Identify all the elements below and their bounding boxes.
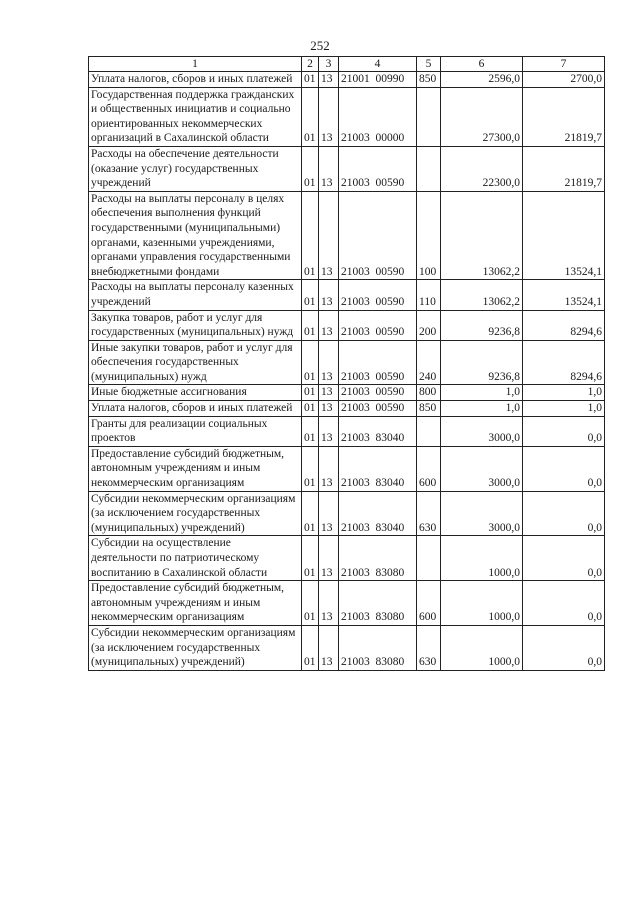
cell-expense-type: 800: [417, 385, 441, 401]
cell-amount-col7: 0,0: [523, 625, 605, 670]
cell-subsection: 13: [319, 416, 339, 446]
cell-subsection: 13: [319, 536, 339, 581]
cell-amount-col6: 13062,2: [441, 191, 523, 280]
cell-amount-col6: 1000,0: [441, 625, 523, 670]
cell-section: 01: [302, 146, 319, 191]
cell-amount-col7: 13524,1: [523, 191, 605, 280]
table-row: [89, 72, 605, 88]
cell-section: 01: [302, 446, 319, 491]
table-row: [89, 536, 605, 581]
cell-name: Предоставление субсидий бюджетным, автономным учреждениям и иным некоммерческим организациям: [89, 581, 302, 626]
budget-table: [88, 56, 605, 671]
cell-section: 01: [302, 581, 319, 626]
cell-name: Государственная поддержка гражданских и общественных инициатив и социально ориентированных некоммерческих организаций в Сахалинской области: [89, 87, 302, 146]
cell-target-article: 21001 00990: [339, 72, 417, 88]
cell-expense-type: 100: [417, 191, 441, 280]
header-row: [89, 57, 605, 72]
cell-name: Иные бюджетные ассигнования: [89, 385, 302, 401]
cell-name: Уплата налогов, сборов и иных платежей: [89, 72, 302, 88]
header-col-7: 7: [523, 57, 605, 72]
cell-expense-type: 600: [417, 581, 441, 626]
cell-name: Закупка товаров, работ и услуг для государственных (муниципальных) нужд: [89, 310, 302, 340]
cell-target-article: 21003 00590: [339, 191, 417, 280]
cell-subsection: 13: [319, 191, 339, 280]
cell-expense-type: 630: [417, 491, 441, 536]
cell-expense-type: 850: [417, 72, 441, 88]
header-col-3: 3: [319, 57, 339, 72]
cell-target-article: 21003 00590: [339, 310, 417, 340]
cell-amount-col6: 9236,8: [441, 340, 523, 385]
cell-subsection: 13: [319, 401, 339, 417]
cell-name: Субсидии на осуществление деятельности по патриотическому воспитанию в Сахалинской области: [89, 536, 302, 581]
cell-amount-col7: 0,0: [523, 491, 605, 536]
cell-target-article: 21003 83040: [339, 446, 417, 491]
cell-expense-type: 850: [417, 401, 441, 417]
cell-expense-type: 240: [417, 340, 441, 385]
cell-amount-col6: 9236,8: [441, 310, 523, 340]
table-row: [89, 146, 605, 191]
cell-name: Расходы на обеспечение деятельности (оказание услуг) государственных учреждений: [89, 146, 302, 191]
cell-section: 01: [302, 280, 319, 310]
cell-target-article: 21003 83080: [339, 581, 417, 626]
cell-subsection: 13: [319, 385, 339, 401]
cell-target-article: 21003 83080: [339, 536, 417, 581]
page-number: 252: [310, 38, 330, 53]
cell-amount-col6: 2596,0: [441, 72, 523, 88]
cell-amount-col7: 0,0: [523, 536, 605, 581]
cell-expense-type: [417, 146, 441, 191]
cell-name: Гранты для реализации социальных проектов: [89, 416, 302, 446]
cell-subsection: 13: [319, 280, 339, 310]
cell-expense-type: 200: [417, 310, 441, 340]
cell-amount-col7: 1,0: [523, 385, 605, 401]
cell-section: 01: [302, 385, 319, 401]
cell-amount-col6: 1000,0: [441, 536, 523, 581]
cell-amount-col6: 3000,0: [441, 446, 523, 491]
table-row: [89, 191, 605, 280]
cell-section: 01: [302, 401, 319, 417]
cell-target-article: 21003 83040: [339, 416, 417, 446]
cell-section: 01: [302, 72, 319, 88]
table-body: [89, 72, 605, 671]
cell-name: Расходы на выплаты персоналу казенных учреждений: [89, 280, 302, 310]
header-col-2: 2: [302, 57, 319, 72]
table-row: [89, 446, 605, 491]
cell-name: Иные закупки товаров, работ и услуг для обеспечения государственных (муниципальных) нужд: [89, 340, 302, 385]
cell-expense-type: [417, 536, 441, 581]
cell-target-article: 21003 83080: [339, 625, 417, 670]
cell-expense-type: 630: [417, 625, 441, 670]
header-col-5: 5: [417, 57, 441, 72]
cell-subsection: 13: [319, 340, 339, 385]
cell-amount-col6: 3000,0: [441, 416, 523, 446]
cell-amount-col7: 2700,0: [523, 72, 605, 88]
cell-subsection: 13: [319, 625, 339, 670]
cell-amount-col7: 21819,7: [523, 146, 605, 191]
cell-target-article: 21003 00590: [339, 146, 417, 191]
cell-section: 01: [302, 191, 319, 280]
cell-name: Субсидии некоммерческим организациям (за исключением государственных (муниципальных) учреждений): [89, 625, 302, 670]
cell-amount-col6: 1,0: [441, 385, 523, 401]
cell-subsection: 13: [319, 581, 339, 626]
table-row: [89, 581, 605, 626]
cell-target-article: 21003 83040: [339, 491, 417, 536]
cell-name: Уплата налогов, сборов и иных платежей: [89, 401, 302, 417]
cell-subsection: 13: [319, 72, 339, 88]
cell-section: 01: [302, 536, 319, 581]
cell-name: Предоставление субсидий бюджетным, автономным учреждениям и иным некоммерческим организациям: [89, 446, 302, 491]
cell-amount-col6: 3000,0: [441, 491, 523, 536]
cell-amount-col6: 1000,0: [441, 581, 523, 626]
cell-amount-col7: 8294,6: [523, 340, 605, 385]
cell-subsection: 13: [319, 310, 339, 340]
table-row: [89, 385, 605, 401]
cell-section: 01: [302, 416, 319, 446]
cell-amount-col7: 13524,1: [523, 280, 605, 310]
cell-expense-type: 110: [417, 280, 441, 310]
cell-subsection: 13: [319, 491, 339, 536]
cell-target-article: 21003 00590: [339, 385, 417, 401]
cell-section: 01: [302, 491, 319, 536]
cell-section: 01: [302, 625, 319, 670]
cell-target-article: 21003 00590: [339, 401, 417, 417]
table-row: [89, 340, 605, 385]
header-col-4: 4: [339, 57, 417, 72]
table-row: [89, 491, 605, 536]
cell-target-article: 21003 00590: [339, 280, 417, 310]
cell-name: Расходы на выплаты персоналу в целях обеспечения выполнения функций государственными (муниципальными) органами, казенными учреждениями, органами управления государственными внебюджетными фондами: [89, 191, 302, 280]
cell-amount-col7: 1,0: [523, 401, 605, 417]
cell-subsection: 13: [319, 146, 339, 191]
cell-name: Субсидии некоммерческим организациям (за исключением государственных (муниципальных) учреждений): [89, 491, 302, 536]
cell-section: 01: [302, 310, 319, 340]
cell-section: 01: [302, 340, 319, 385]
header-col-6: 6: [441, 57, 523, 72]
cell-amount-col7: 0,0: [523, 416, 605, 446]
table-row: [89, 625, 605, 670]
table-row: [89, 310, 605, 340]
table-row: [89, 416, 605, 446]
header-col-1: 1: [89, 57, 302, 72]
cell-amount-col6: 27300,0: [441, 87, 523, 146]
cell-subsection: 13: [319, 87, 339, 146]
cell-amount-col7: 21819,7: [523, 87, 605, 146]
cell-expense-type: [417, 416, 441, 446]
cell-amount-col6: 22300,0: [441, 146, 523, 191]
table-row: [89, 280, 605, 310]
cell-amount-col7: 0,0: [523, 581, 605, 626]
table-row: [89, 401, 605, 417]
cell-amount-col6: 1,0: [441, 401, 523, 417]
cell-amount-col7: 8294,6: [523, 310, 605, 340]
cell-subsection: 13: [319, 446, 339, 491]
cell-amount-col7: 0,0: [523, 446, 605, 491]
table-row: [89, 87, 605, 146]
cell-expense-type: 600: [417, 446, 441, 491]
cell-section: 01: [302, 87, 319, 146]
cell-target-article: 21003 00590: [339, 340, 417, 385]
cell-target-article: 21003 00000: [339, 87, 417, 146]
cell-amount-col6: 13062,2: [441, 280, 523, 310]
cell-expense-type: [417, 87, 441, 146]
